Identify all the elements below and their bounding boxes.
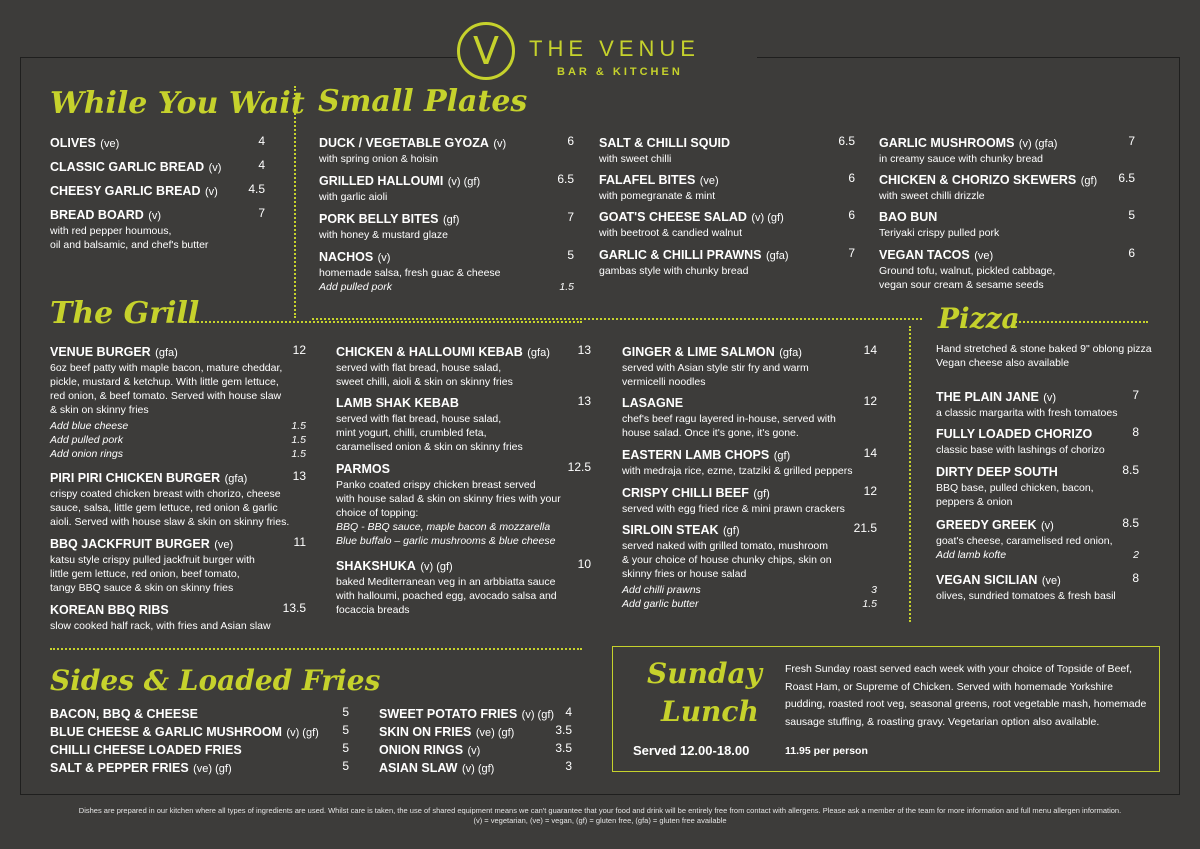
menu-item (936, 463, 1139, 516)
item-name: LASAGNE (622, 396, 684, 410)
menu-item (879, 246, 1135, 292)
item-name: FALAFEL BITES (599, 173, 696, 187)
addon-price: 1.5 (291, 420, 306, 432)
item-price: 3 (565, 759, 572, 773)
addon-price: 1.5 (291, 434, 306, 446)
item-name: GINGER & LIME SALMON (622, 345, 775, 359)
menu-item (50, 723, 349, 741)
list-pizza (936, 388, 1139, 603)
item-name: SALT & PEPPER FRIES (50, 761, 189, 775)
item-price: 6 (848, 208, 855, 222)
item-price: 3.5 (555, 723, 572, 737)
addon-label: Add pulled pork (319, 281, 392, 293)
item-name: SALT & CHILLI SQUID (599, 136, 731, 150)
item-price: 7 (567, 210, 574, 224)
item-desc: classic base with lashings of chorizo (936, 444, 1105, 456)
item-name: CRISPY CHILLI BEEF (622, 486, 749, 500)
item-desc: served with flat bread, house salad, mint yogurt, chilli, crumbled feta, caramelised onion & skin on skinny fries (336, 413, 523, 453)
item-name: GOAT'S CHEESE SALAD (599, 210, 747, 224)
item-desc: in creamy sauce with chunky bread (879, 153, 1043, 165)
item-tag: (gf) (753, 488, 770, 500)
menu-item (50, 535, 306, 601)
item-tag: (gfa) (527, 347, 550, 359)
item-desc: chef's beef ragu layered in-house, served with house salad. Once it's gone, it's gone. (622, 413, 836, 439)
item-addon (622, 583, 877, 597)
item-name: DIRTY DEEP SOUTH (936, 465, 1058, 479)
menu-item (936, 571, 1139, 603)
menu-item (622, 446, 877, 484)
item-name: FULLY LOADED CHORIZO (936, 427, 1093, 441)
item-price: 6 (848, 171, 855, 185)
menu-item (336, 460, 591, 557)
menu-item (336, 394, 591, 460)
item-tag: (gf) (1080, 175, 1098, 187)
item-price: 6.5 (1118, 171, 1135, 185)
addon-label: Add blue cheese (50, 420, 129, 432)
item-price: 6.5 (557, 172, 574, 186)
item-desc: homemade salsa, fresh guac & cheese (319, 267, 501, 279)
divider (50, 648, 582, 650)
item-price: 7 (1132, 388, 1139, 402)
item-name: SWEET POTATO FRIES (379, 707, 518, 721)
item-name: THE PLAIN JANE (936, 390, 1039, 404)
item-tag: (v) (204, 186, 218, 198)
list-grill-col1 (50, 343, 306, 633)
menu-item (379, 723, 572, 741)
item-desc: with spring onion & hoisin (319, 153, 439, 165)
menu-item (50, 206, 265, 252)
item-tag: (v) (gf) (286, 727, 319, 739)
sunday-title-line1: Sunday (647, 657, 762, 690)
divider (182, 321, 582, 323)
footer-line-2: (v) = vegetarian, (ve) = vegan, (gf) = gluten free, (gfa) = gluten free available (473, 816, 727, 825)
menu-item (622, 521, 877, 611)
item-desc: with honey & mustard glaze (319, 229, 448, 241)
menu-item (319, 248, 574, 294)
menu-item (879, 208, 1135, 246)
menu-item (936, 425, 1139, 463)
item-addon (50, 447, 306, 461)
menu-item (319, 134, 574, 172)
item-price: 4 (258, 134, 265, 148)
item-tag: (gfa) (155, 347, 178, 359)
item-price: 4 (565, 705, 572, 719)
item-desc: baked Mediterranean veg in an arbbiatta sauce with halloumi, poached egg, avocado salsa and focaccia breads (336, 576, 557, 616)
menu-item (599, 208, 855, 246)
sunday-desc: Fresh Sunday roast served each week with your choice of Topside of Beef, Roast Ham, or Supreme of Chicken. Served with homemade Yorkshire pudding, roasted root veg, seasonal greens, root vegetable mash, homemade sausage stuffing, & roasting gravy. Vegetarian option also available. (785, 663, 1147, 728)
item-price: 7 (848, 246, 855, 260)
item-price: 8.5 (1122, 516, 1139, 530)
menu-item (599, 134, 855, 171)
list-wait (50, 134, 265, 252)
item-name: ONION RINGS (379, 743, 464, 757)
item-name: CHEESY GARLIC BREAD (50, 184, 201, 198)
section-title-small-plates: Small Plates (318, 84, 528, 119)
list-small-col2 (599, 134, 855, 278)
item-desc: with beetroot & candied walnut (599, 227, 743, 239)
addon-price: 1.5 (862, 598, 877, 610)
item-price: 11 (293, 535, 306, 549)
item-name: VENUE BURGER (50, 345, 151, 359)
item-price: 14 (863, 446, 877, 460)
addon-price: 2 (1133, 549, 1139, 561)
item-desc: with sweet chilli drizzle (879, 190, 985, 202)
item-addon (50, 419, 306, 433)
item-name: EASTERN LAMB CHOPS (622, 448, 770, 462)
item-name: BREAD BOARD (50, 208, 144, 222)
item-price: 8 (1132, 425, 1139, 439)
logo-v-icon: V (457, 22, 515, 80)
item-tag: (ve) (gf) (475, 727, 515, 739)
item-desc: with pomegranate & mint (599, 190, 716, 202)
brand-name: THE VENUE (529, 36, 700, 61)
item-desc: BBQ base, pulled chicken, bacon, peppers & onion (936, 482, 1094, 508)
item-price: 12.5 (567, 460, 591, 474)
item-desc: slow cooked half rack, with fries and Asian slaw (50, 620, 271, 632)
item-tag: (ve) (1041, 575, 1061, 587)
item-name: OLIVES (50, 136, 96, 150)
list-sides-col1 (50, 705, 349, 777)
menu-item (379, 741, 572, 759)
menu-item (50, 759, 349, 777)
item-price: 13.5 (282, 601, 306, 615)
item-addon (319, 280, 574, 294)
item-price: 5 (1128, 208, 1135, 222)
item-tag: (v) (1043, 392, 1057, 404)
brand-subtitle: BAR & KITCHEN (557, 66, 683, 78)
addon-price: 1.5 (559, 281, 574, 293)
menu-item (936, 516, 1139, 571)
divider (312, 318, 922, 320)
item-price: 6 (1128, 246, 1135, 260)
section-title-while-you-wait: While You Wait (50, 86, 305, 121)
item-name: LAMB SHAK KEBAB (336, 396, 459, 410)
section-title-the-grill: The Grill (50, 296, 200, 331)
item-price: 8.5 (1122, 463, 1139, 477)
item-tag: (v) (148, 210, 162, 222)
item-price: 5 (342, 705, 349, 719)
item-name: CHICKEN & HALLOUMI KEBAB (336, 345, 523, 359)
divider (1012, 321, 1148, 323)
item-price: 14 (863, 343, 877, 357)
addon-label: Add garlic butter (622, 598, 699, 610)
addon-label: Add pulled pork (50, 434, 123, 446)
menu-item (50, 182, 265, 206)
list-small-col1 (319, 134, 574, 294)
item-desc: Ground tofu, walnut, pickled cabbage, vegan sour cream & sesame seeds (879, 265, 1056, 291)
item-price: 8 (1132, 571, 1139, 585)
item-price: 6 (567, 134, 574, 148)
menu-item (319, 172, 574, 210)
item-tag: (v) (493, 138, 507, 150)
addon-label: Add lamb kofte (936, 549, 1007, 561)
item-desc: with medraja rice, ezme, tzatziki & grilled peppers (622, 465, 853, 477)
menu-item (50, 601, 306, 633)
item-desc: Panko coated crispy chicken breast served with house salad & skin on skinny fries with your choice of topping: (336, 479, 561, 519)
item-price: 4 (258, 158, 265, 172)
item-name: NACHOS (319, 250, 374, 264)
item-price: 13 (577, 343, 591, 357)
menu-item (379, 705, 572, 723)
menu-item (599, 171, 855, 208)
item-price: 12 (292, 343, 306, 357)
item-name: ASIAN SLAW (379, 761, 458, 775)
item-name: DUCK / VEGETABLE GYOZA (319, 136, 489, 150)
menu-item (50, 134, 265, 158)
allergen-footer (0, 806, 1200, 826)
item-name: VEGAN TACOS (879, 248, 970, 262)
item-tag: (v) (208, 162, 222, 174)
item-price: 7 (1128, 134, 1135, 148)
item-name: GARLIC & CHILLI PRAWNS (599, 248, 762, 262)
item-name: BLUE CHEESE & GARLIC MUSHROOM (50, 725, 282, 739)
menu-item (50, 741, 349, 759)
item-desc: a classic margarita with fresh tomatoes (936, 407, 1118, 419)
addon-price: 3 (871, 584, 877, 596)
item-desc: with red pepper houmous, oil and balsamic, and chef's butter (50, 225, 209, 251)
item-name: SHAKSHUKA (336, 559, 416, 573)
item-tag: (ve) (100, 138, 120, 150)
list-grill-col2 (336, 343, 591, 617)
menu-item (50, 158, 265, 182)
item-tag: (gf) (773, 450, 791, 462)
item-tag: (v) (gf) (521, 709, 555, 721)
sunday-title-line2: Lunch (661, 695, 759, 728)
menu-item (50, 343, 306, 469)
menu-item (622, 484, 877, 521)
item-price: 5 (342, 723, 349, 737)
item-desc: with garlic aioli (319, 191, 388, 203)
item-name: GREEDY GREEK (936, 518, 1037, 532)
item-tag: (v) (377, 252, 391, 264)
menu-item (879, 134, 1135, 171)
item-desc: goat's cheese, caramelised red onion, (936, 535, 1113, 547)
menu-item (379, 759, 572, 777)
item-tag: (v) (gfa) (1018, 138, 1058, 150)
menu-item (622, 343, 877, 394)
item-desc: served with Asian style stir fry and warm vermicelli noodles (622, 362, 809, 388)
item-tag: (v) (467, 745, 481, 757)
menu-item (50, 705, 349, 723)
item-name: VEGAN SICILIAN (936, 573, 1038, 587)
item-desc: 6oz beef patty with maple bacon, mature cheddar, pickle, mustard & ketchup. With little gem lettuce, red onion, & beef tomato. Served with house slaw & skin on skinny fries (50, 362, 283, 416)
item-name: GRILLED HALLOUMI (319, 174, 444, 188)
item-price: 7 (258, 206, 265, 220)
item-tag: (gf) (723, 525, 740, 537)
addon-label: Add onion rings (50, 448, 123, 460)
pizza-intro: Hand stretched & stone baked 9" oblong pizza Vegan cheese also available (936, 343, 1152, 369)
item-price: 5 (342, 759, 349, 773)
section-title-pizza: Pizza (938, 302, 1020, 335)
item-price: 5 (567, 248, 574, 262)
menu-item (622, 394, 877, 446)
divider (909, 326, 911, 622)
item-price: 3.5 (555, 741, 572, 755)
menu-item (319, 210, 574, 248)
item-price: 21.5 (853, 521, 877, 535)
item-name: GARLIC MUSHROOMS (879, 136, 1015, 150)
item-desc-options: BBQ - BBQ sauce, maple bacon & mozzarella Blue buffalo – garlic mushrooms & blue cheese (336, 521, 556, 547)
item-tag: (gfa) (765, 250, 789, 262)
item-name: PARMOS (336, 462, 390, 476)
item-tag: (v) (gf) (447, 176, 481, 188)
item-tag: (v) (gf) (751, 212, 784, 224)
item-tag: (ve) (699, 175, 719, 187)
addon-price: 1.5 (291, 448, 306, 460)
menu-item (336, 557, 591, 617)
item-tag: (v) (gf) (420, 561, 453, 573)
list-grill-col3 (622, 343, 877, 611)
item-price: 4.5 (248, 182, 265, 196)
menu-item (936, 388, 1139, 425)
item-desc: with sweet chilli (599, 153, 672, 165)
item-desc: crispy coated chicken breast with chorizo, cheese sauce, salsa, little gem lettuce, red onion & garlic aioli. Served with house slaw & skin on skinny fries. (50, 488, 290, 528)
item-tag: (v) (gf) (461, 763, 495, 775)
sunday-price: 11.95 per person (785, 745, 868, 757)
item-name: CHICKEN & CHORIZO SKEWERS (879, 173, 1077, 187)
item-desc: served naked with grilled tomato, mushroom & your choice of house chunky chips, skin on skinny fries or house salad (622, 540, 832, 580)
footer-line-1: Dishes are prepared in our kitchen where all types of ingredients are used. Whilst care is taken, the use of shared equipment means we can't guarantee that your food and drink will be entirely free from contact with allergens. Please ask a member of the team for more information and full menu allergen information. (78, 806, 1122, 815)
item-desc: gambas style with chunky bread (599, 265, 749, 277)
item-addon (50, 433, 306, 447)
item-desc: served with egg fried rice & mini prawn crackers (622, 503, 845, 515)
item-desc: olives, sundried tomatoes & fresh basil (936, 590, 1116, 602)
item-price: 13 (577, 394, 591, 408)
item-price: 6.5 (838, 134, 855, 148)
item-tag: (gfa) (224, 473, 248, 485)
item-name: PORK BELLY BITES (319, 212, 439, 226)
item-addon (622, 597, 877, 611)
item-tag: (ve) (214, 539, 234, 551)
item-name: BBQ JACKFRUIT BURGER (50, 537, 210, 551)
item-price: 13 (292, 469, 306, 483)
item-tag: (ve) (974, 250, 994, 262)
menu-item (879, 171, 1135, 208)
list-sides-col2 (379, 705, 572, 777)
menu-item (50, 469, 306, 535)
item-name: CLASSIC GARLIC BREAD (50, 160, 205, 174)
item-tag: (gfa) (779, 347, 802, 359)
logo (457, 22, 757, 82)
sunday-lunch-box (612, 646, 1160, 772)
item-name: KOREAN BBQ RIBS (50, 603, 169, 617)
item-price: 10 (577, 557, 591, 571)
item-price: 5 (342, 741, 349, 755)
item-name: SKIN ON FRIES (379, 725, 472, 739)
addon-label: Add chilli prawns (622, 584, 701, 596)
item-desc: katsu style crispy pulled jackfruit burger with little gem lettuce, red onion, beef tomato, tangy BBQ sauce & skin on skinny fries (50, 554, 255, 594)
menu-item (599, 246, 855, 278)
item-name: PIRI PIRI CHICKEN BURGER (50, 471, 221, 485)
item-price: 12 (863, 484, 877, 498)
item-desc: served with flat bread, house salad, sweet chilli, aioli & skin on skinny fries (336, 362, 513, 388)
item-name: SIRLOIN STEAK (622, 523, 719, 537)
item-desc: Teriyaki crispy pulled pork (879, 227, 1000, 239)
sunday-served-times: Served 12.00-18.00 (633, 743, 750, 758)
item-name: BAO BUN (879, 210, 938, 224)
item-addon (936, 548, 1139, 562)
item-name: BACON, BBQ & CHEESE (50, 707, 198, 721)
item-tag: (ve) (gf) (193, 763, 232, 775)
menu-item (336, 343, 591, 394)
section-title-sides: Sides & Loaded Fries (50, 664, 381, 697)
item-tag: (gf) (442, 214, 460, 226)
item-name: CHILLI CHEESE LOADED FRIES (50, 743, 242, 757)
item-tag: (v) (1040, 520, 1054, 532)
list-small-col3 (879, 134, 1135, 292)
item-price: 12 (863, 394, 877, 408)
